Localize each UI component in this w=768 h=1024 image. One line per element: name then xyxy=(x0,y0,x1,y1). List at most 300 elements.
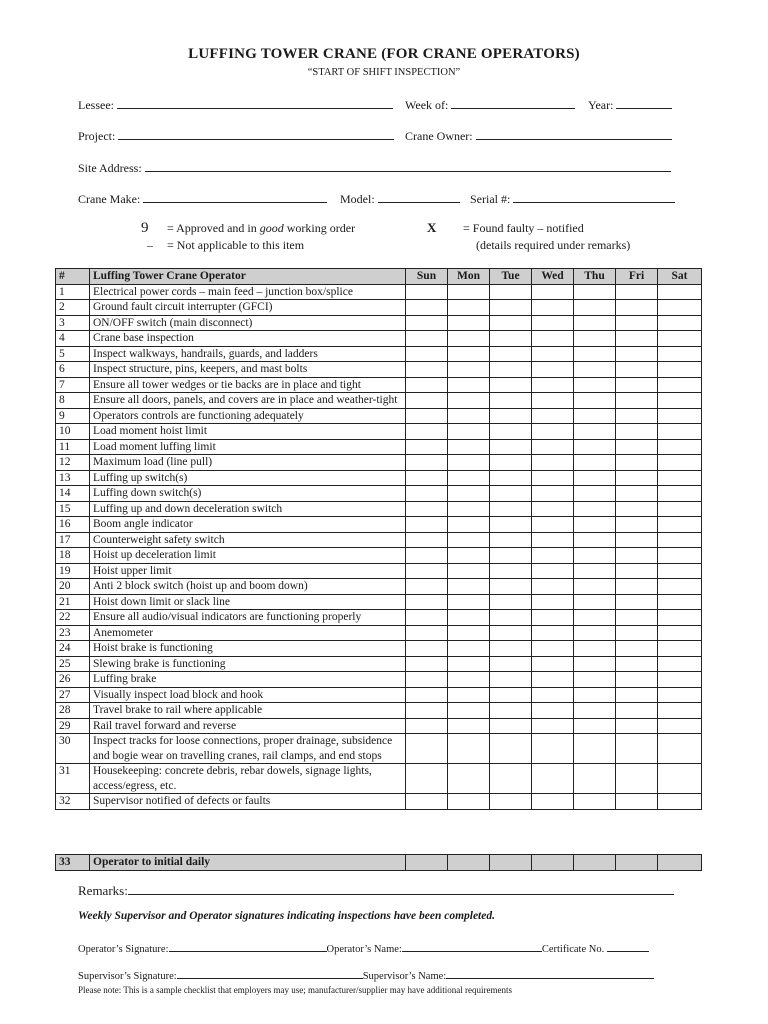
check-cell-fri[interactable] xyxy=(616,563,658,579)
check-cell-fri[interactable] xyxy=(616,408,658,424)
crane-make-line xyxy=(143,190,327,203)
check-cell-wed[interactable] xyxy=(532,486,574,502)
check-cell-mon[interactable] xyxy=(448,393,490,409)
check-cell-tue[interactable] xyxy=(490,362,532,378)
check-cell-sun[interactable] xyxy=(406,610,448,626)
check-cell-sat[interactable] xyxy=(658,284,702,300)
check-cell-wed[interactable] xyxy=(532,703,574,719)
check-cell-mon[interactable] xyxy=(448,315,490,331)
check-cell-tue[interactable] xyxy=(490,315,532,331)
check-cell-tue[interactable] xyxy=(490,284,532,300)
check-cell-thu[interactable] xyxy=(574,794,616,810)
check-cell-mon[interactable] xyxy=(448,794,490,810)
check-cell-wed[interactable] xyxy=(532,734,574,764)
check-cell-wed[interactable] xyxy=(532,532,574,548)
check-cell-thu[interactable] xyxy=(574,315,616,331)
check-cell-thu[interactable] xyxy=(574,408,616,424)
check-cell-mon[interactable] xyxy=(448,594,490,610)
check-cell-tue[interactable] xyxy=(490,548,532,564)
table-row xyxy=(56,346,702,362)
table-row xyxy=(56,532,702,548)
check-cell-thu[interactable] xyxy=(574,486,616,502)
check-cell-sun[interactable] xyxy=(406,532,448,548)
check-cell-mon[interactable] xyxy=(448,517,490,533)
check-cell-thu[interactable] xyxy=(574,625,616,641)
check-cell-fri[interactable] xyxy=(616,625,658,641)
lessee-line xyxy=(117,96,393,109)
check-cell-sun[interactable] xyxy=(406,579,448,595)
row-item-text: ON/OFF switch (main disconnect) xyxy=(90,315,406,331)
check-cell-mon[interactable] xyxy=(448,439,490,455)
check-cell-sun[interactable] xyxy=(406,331,448,347)
serial-field[interactable] xyxy=(470,190,675,207)
row-number: 7 xyxy=(56,377,90,393)
site-address-field[interactable] xyxy=(78,159,671,176)
check-cell-wed[interactable] xyxy=(532,393,574,409)
check-cell-fri[interactable] xyxy=(616,656,658,672)
check-cell-thu[interactable] xyxy=(574,718,616,734)
check-cell-sat[interactable] xyxy=(658,594,702,610)
check-cell-tue[interactable] xyxy=(490,656,532,672)
row-item-text: Inspect structure, pins, keepers, and mast bolts xyxy=(90,362,406,378)
row-number: 22 xyxy=(56,610,90,626)
check-cell-mon[interactable] xyxy=(448,641,490,657)
check-cell-tue[interactable] xyxy=(490,439,532,455)
check-cell-fri[interactable] xyxy=(616,362,658,378)
row-number: 20 xyxy=(56,579,90,595)
table-body xyxy=(56,284,702,809)
check-cell-sat[interactable] xyxy=(658,362,702,378)
check-cell-sat[interactable] xyxy=(658,517,702,533)
row-number: 12 xyxy=(56,455,90,471)
check-cell-sat[interactable] xyxy=(658,486,702,502)
check-cell-thu[interactable] xyxy=(574,610,616,626)
check-cell-fri[interactable] xyxy=(616,764,658,794)
check-cell-sun[interactable] xyxy=(406,625,448,641)
initial-daily-label: Operator to initial daily xyxy=(90,855,406,871)
check-cell-thu[interactable] xyxy=(574,548,616,564)
check-cell-sun[interactable] xyxy=(406,718,448,734)
row-item-text: Hoist brake is functioning xyxy=(90,641,406,657)
lessee-field[interactable] xyxy=(78,96,393,113)
project-field[interactable] xyxy=(78,127,394,144)
check-cell-fri[interactable] xyxy=(616,377,658,393)
check-cell-thu[interactable] xyxy=(574,377,616,393)
check-cell-fri[interactable] xyxy=(616,346,658,362)
check-cell-fri[interactable] xyxy=(616,439,658,455)
check-cell-sun[interactable] xyxy=(406,284,448,300)
check-cell-tue[interactable] xyxy=(490,455,532,471)
check-cell-fri[interactable] xyxy=(616,331,658,347)
check-cell-mon[interactable] xyxy=(448,377,490,393)
check-cell-wed[interactable] xyxy=(532,548,574,564)
check-cell-tue[interactable] xyxy=(490,393,532,409)
check-cell-sun[interactable] xyxy=(406,362,448,378)
row-item-text: Ensure all audio/visual indicators are functioning properly xyxy=(90,610,406,626)
check-cell-fri[interactable] xyxy=(616,455,658,471)
check-cell-wed[interactable] xyxy=(532,284,574,300)
check-cell-sun[interactable] xyxy=(406,794,448,810)
check-cell-thu[interactable] xyxy=(574,331,616,347)
check-cell-fri[interactable] xyxy=(616,315,658,331)
check-cell-thu[interactable] xyxy=(574,470,616,486)
check-cell-mon[interactable] xyxy=(448,346,490,362)
check-cell-tue[interactable] xyxy=(490,794,532,810)
check-cell-wed[interactable] xyxy=(532,377,574,393)
check-cell-mon[interactable] xyxy=(448,718,490,734)
check-cell-sun[interactable] xyxy=(406,486,448,502)
col-header-tue: Tue xyxy=(490,269,532,285)
check-cell-wed[interactable] xyxy=(532,718,574,734)
check-cell-wed[interactable] xyxy=(532,563,574,579)
check-cell-sun[interactable] xyxy=(406,687,448,703)
check-cell-fri[interactable] xyxy=(616,641,658,657)
check-cell-wed[interactable] xyxy=(532,439,574,455)
operator-signature-label: Operator’s Signature: xyxy=(78,944,169,955)
check-cell-tue[interactable] xyxy=(490,703,532,719)
check-cell-sun[interactable] xyxy=(406,439,448,455)
check-cell-sat[interactable] xyxy=(658,563,702,579)
check-cell-thu[interactable] xyxy=(574,362,616,378)
supervisor-name-line[interactable] xyxy=(446,966,654,979)
check-cell-thu[interactable] xyxy=(574,300,616,316)
check-cell-sat[interactable] xyxy=(658,408,702,424)
initial-cell-sat[interactable] xyxy=(658,855,702,871)
row-number: 23 xyxy=(56,625,90,641)
check-cell-fri[interactable] xyxy=(616,794,658,810)
check-cell-fri[interactable] xyxy=(616,687,658,703)
check-cell-wed[interactable] xyxy=(532,656,574,672)
check-cell-tue[interactable] xyxy=(490,408,532,424)
check-cell-sat[interactable] xyxy=(658,377,702,393)
check-cell-mon[interactable] xyxy=(448,764,490,794)
check-cell-sun[interactable] xyxy=(406,517,448,533)
check-cell-wed[interactable] xyxy=(532,331,574,347)
check-cell-sun[interactable] xyxy=(406,672,448,688)
check-cell-mon[interactable] xyxy=(448,563,490,579)
check-cell-sat[interactable] xyxy=(658,300,702,316)
row-item-text: Rail travel forward and reverse xyxy=(90,718,406,734)
check-cell-sat[interactable] xyxy=(658,470,702,486)
check-cell-fri[interactable] xyxy=(616,300,658,316)
row-number: 8 xyxy=(56,393,90,409)
certificate-no-line[interactable] xyxy=(607,939,649,952)
operator-name-line[interactable] xyxy=(402,939,542,952)
check-cell-sat[interactable] xyxy=(658,641,702,657)
check-cell-sat[interactable] xyxy=(658,439,702,455)
check-cell-sat[interactable] xyxy=(658,532,702,548)
crane-owner-line xyxy=(476,127,672,140)
check-cell-tue[interactable] xyxy=(490,470,532,486)
check-cell-fri[interactable] xyxy=(616,532,658,548)
check-cell-sun[interactable] xyxy=(406,734,448,764)
check-cell-thu[interactable] xyxy=(574,424,616,440)
check-cell-fri[interactable] xyxy=(616,610,658,626)
check-cell-tue[interactable] xyxy=(490,501,532,517)
check-cell-wed[interactable] xyxy=(532,641,574,657)
check-cell-sat[interactable] xyxy=(658,672,702,688)
project-label: Project: xyxy=(78,129,116,143)
row-number: 27 xyxy=(56,687,90,703)
check-cell-sun[interactable] xyxy=(406,470,448,486)
table-header-row xyxy=(56,269,702,285)
check-cell-thu[interactable] xyxy=(574,439,616,455)
check-cell-mon[interactable] xyxy=(448,331,490,347)
check-cell-wed[interactable] xyxy=(532,455,574,471)
check-cell-sat[interactable] xyxy=(658,455,702,471)
check-cell-wed[interactable] xyxy=(532,362,574,378)
check-cell-fri[interactable] xyxy=(616,579,658,595)
check-cell-sun[interactable] xyxy=(406,377,448,393)
check-cell-tue[interactable] xyxy=(490,672,532,688)
check-cell-sat[interactable] xyxy=(658,687,702,703)
check-cell-sun[interactable] xyxy=(406,346,448,362)
model-field[interactable] xyxy=(340,190,460,207)
col-header-item: Luffing Tower Crane Operator xyxy=(90,269,406,285)
check-cell-tue[interactable] xyxy=(490,532,532,548)
check-cell-fri[interactable] xyxy=(616,718,658,734)
check-cell-tue[interactable] xyxy=(490,764,532,794)
check-cell-tue[interactable] xyxy=(490,687,532,703)
check-cell-tue[interactable] xyxy=(490,734,532,764)
row-item-text: Maximum load (line pull) xyxy=(90,455,406,471)
row-item-text: Supervisor notified of defects or faults xyxy=(90,794,406,810)
year-field[interactable] xyxy=(588,96,672,113)
check-cell-tue[interactable] xyxy=(490,300,532,316)
check-cell-thu[interactable] xyxy=(574,346,616,362)
check-cell-fri[interactable] xyxy=(616,501,658,517)
check-cell-thu[interactable] xyxy=(574,393,616,409)
check-cell-thu[interactable] xyxy=(574,734,616,764)
check-cell-tue[interactable] xyxy=(490,331,532,347)
year-line xyxy=(616,96,672,109)
check-cell-thu[interactable] xyxy=(574,703,616,719)
check-cell-wed[interactable] xyxy=(532,672,574,688)
check-cell-wed[interactable] xyxy=(532,408,574,424)
row-item-text: Slewing brake is functioning xyxy=(90,656,406,672)
check-cell-sun[interactable] xyxy=(406,764,448,794)
check-cell-wed[interactable] xyxy=(532,764,574,794)
initial-cell-fri[interactable] xyxy=(616,855,658,871)
check-cell-thu[interactable] xyxy=(574,579,616,595)
initial-cell-mon[interactable] xyxy=(448,855,490,871)
check-cell-thu[interactable] xyxy=(574,563,616,579)
remarks-field[interactable] xyxy=(78,882,674,899)
supervisor-name-label: Supervisor’s Name: xyxy=(362,971,447,982)
check-cell-wed[interactable] xyxy=(532,517,574,533)
crane-make-label: Crane Make: xyxy=(78,192,141,206)
table-row xyxy=(56,703,702,719)
check-cell-mon[interactable] xyxy=(448,470,490,486)
check-cell-tue[interactable] xyxy=(490,377,532,393)
check-cell-tue[interactable] xyxy=(490,517,532,533)
check-cell-sun[interactable] xyxy=(406,656,448,672)
check-cell-sat[interactable] xyxy=(658,315,702,331)
check-cell-sat[interactable] xyxy=(658,393,702,409)
supervisor-signature-label: Supervisor’s Signature: xyxy=(78,971,177,982)
check-cell-mon[interactable] xyxy=(448,424,490,440)
check-cell-thu[interactable] xyxy=(574,517,616,533)
check-cell-wed[interactable] xyxy=(532,687,574,703)
initial-cell-sun[interactable] xyxy=(406,855,448,871)
check-cell-sun[interactable] xyxy=(406,455,448,471)
initial-daily-row xyxy=(56,855,702,871)
check-cell-mon[interactable] xyxy=(448,703,490,719)
table-row xyxy=(56,331,702,347)
check-cell-sun[interactable] xyxy=(406,393,448,409)
check-cell-mon[interactable] xyxy=(448,486,490,502)
row-number: 2 xyxy=(56,300,90,316)
check-cell-fri[interactable] xyxy=(616,548,658,564)
check-cell-wed[interactable] xyxy=(532,300,574,316)
table-row xyxy=(56,794,702,810)
check-cell-mon[interactable] xyxy=(448,284,490,300)
check-cell-sun[interactable] xyxy=(406,424,448,440)
check-cell-sun[interactable] xyxy=(406,563,448,579)
check-cell-tue[interactable] xyxy=(490,625,532,641)
check-cell-thu[interactable] xyxy=(574,455,616,471)
check-cell-wed[interactable] xyxy=(532,625,574,641)
check-cell-sat[interactable] xyxy=(658,794,702,810)
check-cell-fri[interactable] xyxy=(616,672,658,688)
check-cell-sat[interactable] xyxy=(658,625,702,641)
check-cell-sat[interactable] xyxy=(658,501,702,517)
check-cell-wed[interactable] xyxy=(532,610,574,626)
check-cell-fri[interactable] xyxy=(616,734,658,764)
check-cell-thu[interactable] xyxy=(574,672,616,688)
check-cell-sat[interactable] xyxy=(658,610,702,626)
check-cell-sun[interactable] xyxy=(406,408,448,424)
serial-line xyxy=(513,190,675,203)
crane-make-field[interactable] xyxy=(78,190,327,207)
check-cell-tue[interactable] xyxy=(490,563,532,579)
row-number: 11 xyxy=(56,439,90,455)
check-cell-fri[interactable] xyxy=(616,594,658,610)
check-cell-sun[interactable] xyxy=(406,300,448,316)
col-header-sun: Sun xyxy=(406,269,448,285)
check-cell-sat[interactable] xyxy=(658,424,702,440)
check-cell-wed[interactable] xyxy=(532,470,574,486)
check-cell-sat[interactable] xyxy=(658,656,702,672)
check-cell-thu[interactable] xyxy=(574,594,616,610)
check-cell-tue[interactable] xyxy=(490,346,532,362)
check-cell-tue[interactable] xyxy=(490,718,532,734)
check-cell-mon[interactable] xyxy=(448,501,490,517)
check-cell-sat[interactable] xyxy=(658,548,702,564)
check-cell-sun[interactable] xyxy=(406,501,448,517)
check-cell-sun[interactable] xyxy=(406,703,448,719)
check-cell-mon[interactable] xyxy=(448,734,490,764)
check-cell-mon[interactable] xyxy=(448,672,490,688)
check-cell-tue[interactable] xyxy=(490,610,532,626)
check-cell-mon[interactable] xyxy=(448,362,490,378)
check-cell-mon[interactable] xyxy=(448,625,490,641)
check-cell-tue[interactable] xyxy=(490,641,532,657)
check-cell-thu[interactable] xyxy=(574,656,616,672)
check-cell-wed[interactable] xyxy=(532,315,574,331)
check-cell-mon[interactable] xyxy=(448,579,490,595)
check-cell-sat[interactable] xyxy=(658,734,702,764)
check-cell-sat[interactable] xyxy=(658,703,702,719)
check-cell-mon[interactable] xyxy=(448,300,490,316)
operator-signature-line[interactable] xyxy=(169,939,327,952)
check-cell-fri[interactable] xyxy=(616,703,658,719)
check-cell-sun[interactable] xyxy=(406,548,448,564)
check-cell-mon[interactable] xyxy=(448,610,490,626)
check-cell-thu[interactable] xyxy=(574,532,616,548)
check-cell-fri[interactable] xyxy=(616,486,658,502)
check-cell-tue[interactable] xyxy=(490,486,532,502)
check-cell-fri[interactable] xyxy=(616,424,658,440)
lessee-label: Lessee: xyxy=(78,98,114,112)
form-title: LUFFING TOWER CRANE (FOR CRANE OPERATORS) xyxy=(188,46,580,62)
col-header-sat: Sat xyxy=(658,269,702,285)
check-cell-thu[interactable] xyxy=(574,687,616,703)
check-cell-mon[interactable] xyxy=(448,408,490,424)
row-number: 24 xyxy=(56,641,90,657)
check-cell-sat[interactable] xyxy=(658,764,702,794)
check-cell-tue[interactable] xyxy=(490,594,532,610)
row-number: 3 xyxy=(56,315,90,331)
row-item-text: Load moment hoist limit xyxy=(90,424,406,440)
check-cell-wed[interactable] xyxy=(532,346,574,362)
check-cell-wed[interactable] xyxy=(532,579,574,595)
col-header-fri: Fri xyxy=(616,269,658,285)
check-cell-sun[interactable] xyxy=(406,641,448,657)
check-cell-wed[interactable] xyxy=(532,424,574,440)
check-cell-mon[interactable] xyxy=(448,455,490,471)
check-cell-sat[interactable] xyxy=(658,346,702,362)
check-cell-mon[interactable] xyxy=(448,548,490,564)
form-subtitle: “START OF SHIFT INSPECTION” xyxy=(307,67,461,78)
week-of-field[interactable] xyxy=(405,96,575,113)
initial-cell-tue[interactable] xyxy=(490,855,532,871)
check-cell-fri[interactable] xyxy=(616,470,658,486)
check-cell-thu[interactable] xyxy=(574,284,616,300)
initial-cell-wed[interactable] xyxy=(532,855,574,871)
check-cell-sun[interactable] xyxy=(406,315,448,331)
col-header-mon: Mon xyxy=(448,269,490,285)
initial-cell-thu[interactable] xyxy=(574,855,616,871)
row-number: 28 xyxy=(56,703,90,719)
check-cell-wed[interactable] xyxy=(532,594,574,610)
check-cell-sat[interactable] xyxy=(658,331,702,347)
check-cell-tue[interactable] xyxy=(490,579,532,595)
check-cell-fri[interactable] xyxy=(616,284,658,300)
check-cell-wed[interactable] xyxy=(532,794,574,810)
check-cell-fri[interactable] xyxy=(616,517,658,533)
approved-text-post: working order xyxy=(283,221,356,235)
check-cell-thu[interactable] xyxy=(574,764,616,794)
check-cell-mon[interactable] xyxy=(448,656,490,672)
check-cell-sat[interactable] xyxy=(658,718,702,734)
check-cell-mon[interactable] xyxy=(448,532,490,548)
check-cell-thu[interactable] xyxy=(574,501,616,517)
row-item-text: Operators controls are functioning adequately xyxy=(90,408,406,424)
check-cell-sat[interactable] xyxy=(658,579,702,595)
check-cell-sun[interactable] xyxy=(406,594,448,610)
supervisor-signature-line[interactable] xyxy=(177,966,363,979)
table-row xyxy=(56,424,702,440)
check-cell-thu[interactable] xyxy=(574,641,616,657)
model-line xyxy=(378,190,460,203)
check-cell-wed[interactable] xyxy=(532,501,574,517)
check-cell-fri[interactable] xyxy=(616,393,658,409)
row-item-text: Anti 2 block switch (hoist up and boom down) xyxy=(90,579,406,595)
check-cell-tue[interactable] xyxy=(490,424,532,440)
crane-owner-field[interactable] xyxy=(405,127,672,144)
check-cell-mon[interactable] xyxy=(448,687,490,703)
